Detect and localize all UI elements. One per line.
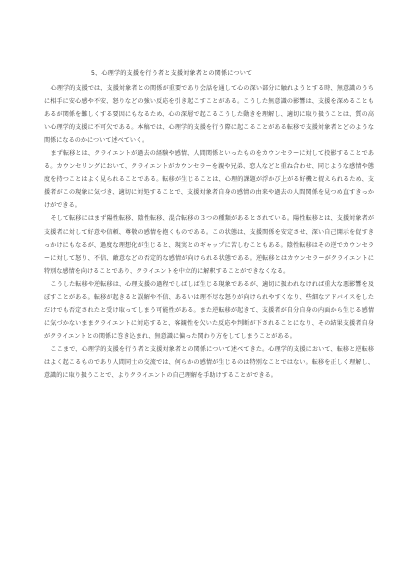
paragraph-transference-definition: まず転移とは、クライエントが過去の経験や感情、人間関係といったものをカウンセラーに対して投影することである。カウンセリングにおいて、クライエントがカウンセラーを親や兄弟、恋人などと重ね合わせ、同じような感情や態度を持つことはよく見られることである。転移が生じることは、心理的課題が浮かび上がる好機と捉えられるため、支援者がこの現象に気づき、適切に対処することで、支援対象者自身の感情の由来や過去の人間関係を見つめ直すきっかけができる。 <box>44 150 374 210</box>
paragraph-conclusion: ここまで、心理学的支援を行う者と支援対象者との関係について述べてきた。心理学的支援において、転移と逆転移はよく起こるものであり人間同士の交流では、何らかの感情が生じるのは特別なことではない。転移を正しく理解し、意識的に取り扱うことで、よりクライエントの自己理解を手助けすることができる。 <box>44 345 374 380</box>
section-heading: 5、心理学的支援を行う者と支援対象者との関係について <box>91 70 253 77</box>
paragraph-introduction: 心理学的支援では、支援対象者との関係が重要であり会話を通して心の深い部分に触れようとする時、無意識のうちに相手に安心感や不安、怒りなどの強い反応を引き起こすことがある。こうした無意識の影響は、支援を深めることもあるが関係を難しくする要因にもなるため、心の深層で起こるこうした動きを理解し、適切に取り扱うことは、質の高い心理学的支援に不可欠である。本稿では、心理学的支援を行う際に起こることがある転移で支援対象者とどのような関係になるのかについて述べていく。 <box>44 85 374 145</box>
paragraph-effects: こうした転移や逆転移は、心理支援の過程でしばしば生じる現象であるが、適切に扱われなければ重大な悪影響を及ぼすことがある。転移が起きると誤解や不信、あるいは理不尽な怒りが向けられやすくなり、些細なアドバイスをしただけでも否定されたと受け取ってしまう可能性がある。また逆転移が起きて、支援者が自分自身の内面から生じる感情に気づかないままクライエントに対応すると、客観性を欠いた反応や判断が下されることになり、その結果支援者自身がクライエントとの関係に巻き込まれ、無意識に偏った関わり方をしてしまうことがある。 <box>44 280 374 340</box>
document-page <box>44 69 374 382</box>
paragraph-transference-types: そして転移にはまず陽性転移、陰性転移、混合転移の３つの種類があるとされている。陽性転移とは、支援対象者が支援者に対して好意や信頼、尊敬の感情を抱くものである。この状態は、支援関係を安定させ、深い自己開示を促すきっかけにもなるが、過度な理想化が生じると、現実とのギャップに苦しむこともある。陰性転移はその逆でカウンセラーに対して怒り、不信、敵意などの否定的な感情が向けられる状態である。逆転移とはカウンセラーがクライエントに特別な感情を向けることであり、クライエントを中立的に解釈することができなくなる。 <box>44 215 374 275</box>
